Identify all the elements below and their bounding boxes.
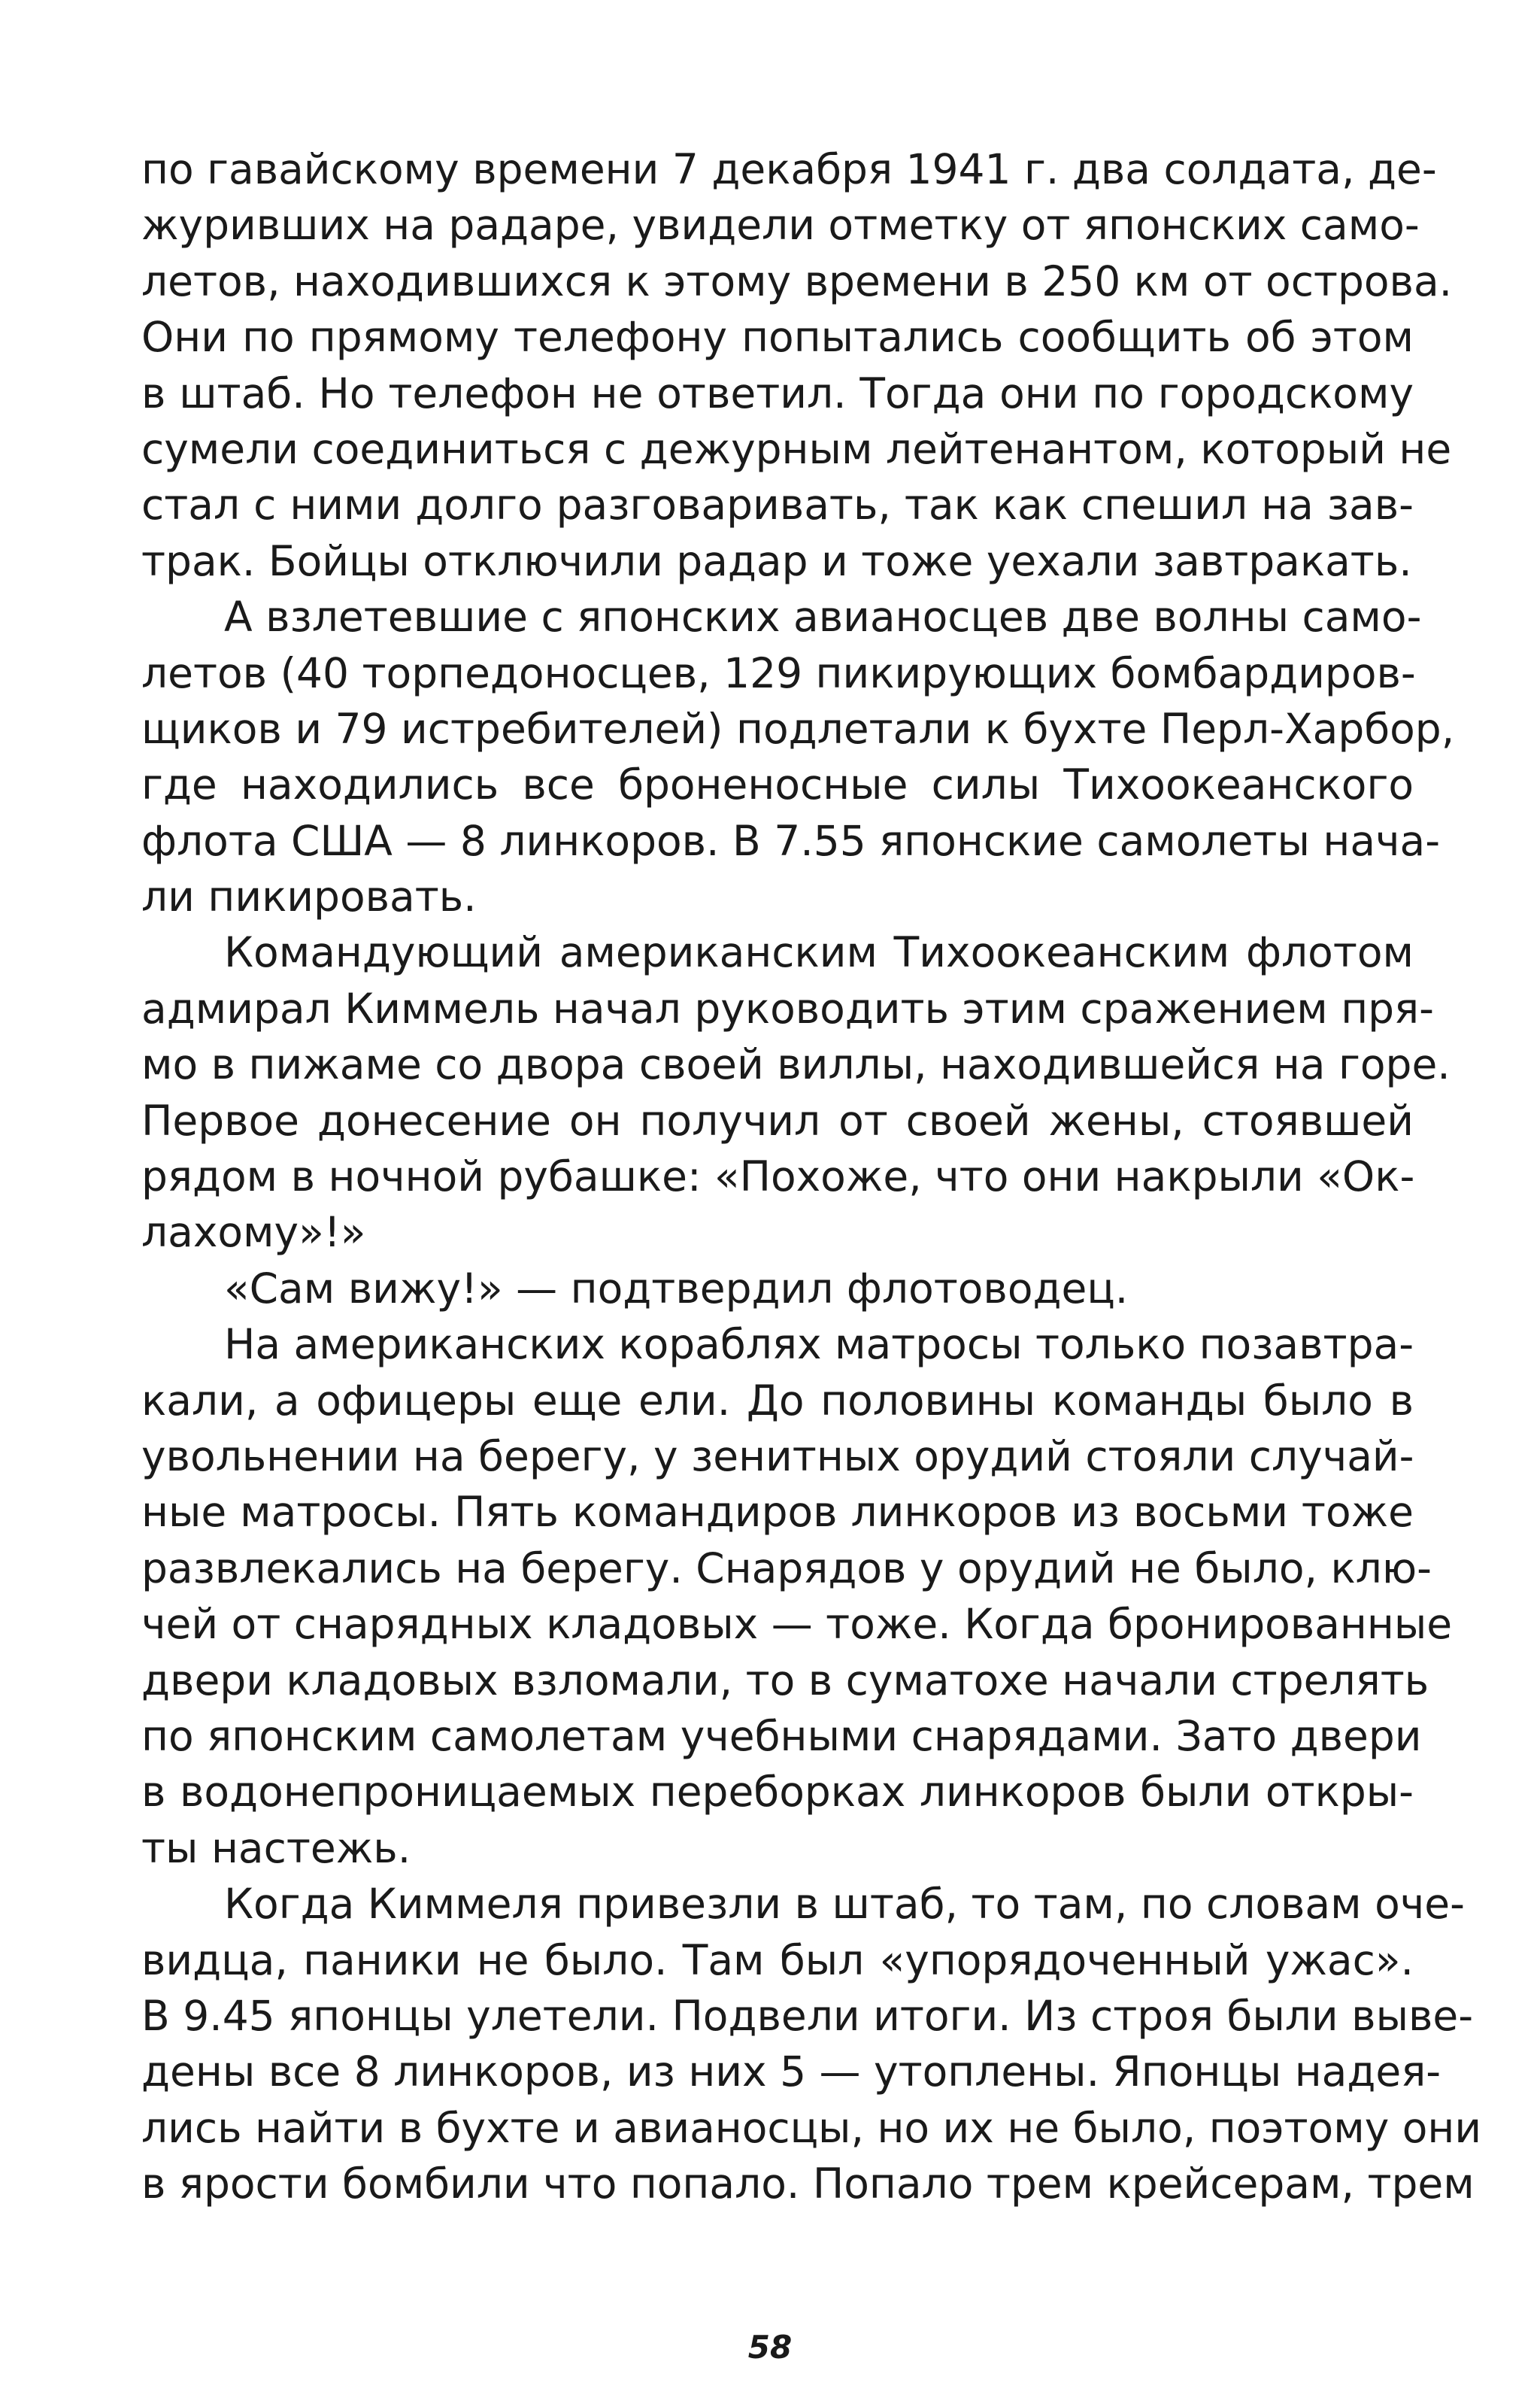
page-body bbox=[141, 141, 1482, 2211]
text-line: ли пикировать. bbox=[141, 873, 477, 921]
text-line: лахому»!» bbox=[141, 1208, 366, 1257]
text-line: адмирал Киммель начал руководить этим сражением пря- bbox=[141, 984, 1434, 1033]
text-line: сумели соединиться с дежурным лейтенантом, который не bbox=[141, 424, 1452, 473]
text-line: в ярости бомбили что попало. Попало трем крейсерам, трем bbox=[141, 2160, 1475, 2208]
text-line: развлекались на берегу. Снарядов у орудий не было, клю- bbox=[141, 1543, 1432, 1592]
text-line: кали, а офицеры еще ели. До половины команды было в bbox=[141, 1376, 1414, 1425]
text-line: лись найти в бухте и авианосцы, но их не было, поэтому они bbox=[141, 2103, 1482, 2152]
text-line: На американских кораблях матросы только позавтра- bbox=[224, 1320, 1414, 1369]
text-line: мо в пижаме со двора своей виллы, находившейся на горе. bbox=[141, 1040, 1451, 1089]
text-line: Когда Киммеля привезли в штаб, то там, по словам оче- bbox=[224, 1880, 1465, 1929]
text-line: рядом в ночной рубашке: «Похоже, что они накрыли «Ок- bbox=[141, 1152, 1415, 1201]
text-line: флота США — 8 линкоров. В 7.55 японские самолеты нача- bbox=[141, 816, 1441, 865]
text-line: чей от снарядных кладовых — тоже. Когда бронированные bbox=[141, 1600, 1453, 1649]
page-number: 58 bbox=[747, 2329, 793, 2366]
text-line: А взлетевшие с японских авианосцев две волны само- bbox=[224, 593, 1422, 642]
text-line: трак. Бойцы отключили радар и тоже уехали завтракать. bbox=[141, 536, 1412, 585]
text-line: видца, паники не было. Там был «упорядоченный ужас». bbox=[141, 1935, 1414, 1984]
text-line: щиков и 79 истребителей) подлетали к бухте Перл-Харбор, bbox=[141, 704, 1455, 753]
text-line: Они по прямому телефону попытались сообщить об этом bbox=[141, 313, 1414, 362]
text-line: по японским самолетам учебными снарядами. Зато двери bbox=[141, 1711, 1422, 1760]
text-line: в штаб. Но телефон не ответил. Тогда они по городскому bbox=[141, 369, 1414, 417]
text-line: увольнении на берегу, у зенитных орудий стояли случай- bbox=[141, 1431, 1414, 1480]
text-line: В 9.45 японцы улетели. Подвели итоги. Из строя были выве- bbox=[141, 1991, 1474, 2040]
text-line: дены все 8 линкоров, из них 5 — утоплены. Японцы надея- bbox=[141, 2047, 1441, 2096]
text-line: Командующий американским Тихоокеанским флотом bbox=[224, 928, 1414, 977]
text-line: «Сам вижу!» — подтвердил флотоводец. bbox=[224, 1264, 1129, 1313]
text-line: журивших на радаре, увидели отметку от японских само- bbox=[141, 201, 1420, 250]
text-line: двери кладовых взломали, то в суматохе начали стрелять bbox=[141, 1656, 1429, 1704]
text-line: стал с ними долго разговаривать, так как спешил на зав- bbox=[141, 481, 1414, 530]
text-line: где находились все броненосные силы Тихоокеанского bbox=[141, 760, 1414, 809]
text-line: ные матросы. Пять командиров линкоров из восьми тоже bbox=[141, 1488, 1414, 1537]
text-line: по гавайскому времени 7 декабря 1941 г. два солдата, де- bbox=[141, 145, 1437, 193]
text-line: ты настежь. bbox=[141, 1823, 411, 1872]
text-line: Первое донесение он получил от своей жены, стоявшей bbox=[141, 1096, 1414, 1145]
text-line: в водонепроницаемых переборках линкоров были откры- bbox=[141, 1768, 1414, 1817]
text-line: летов, находившихся к этому времени в 250 км от острова. bbox=[141, 256, 1453, 305]
text-line: летов (40 торпедоносцев, 129 пикирующих бомбардиров- bbox=[141, 648, 1416, 697]
